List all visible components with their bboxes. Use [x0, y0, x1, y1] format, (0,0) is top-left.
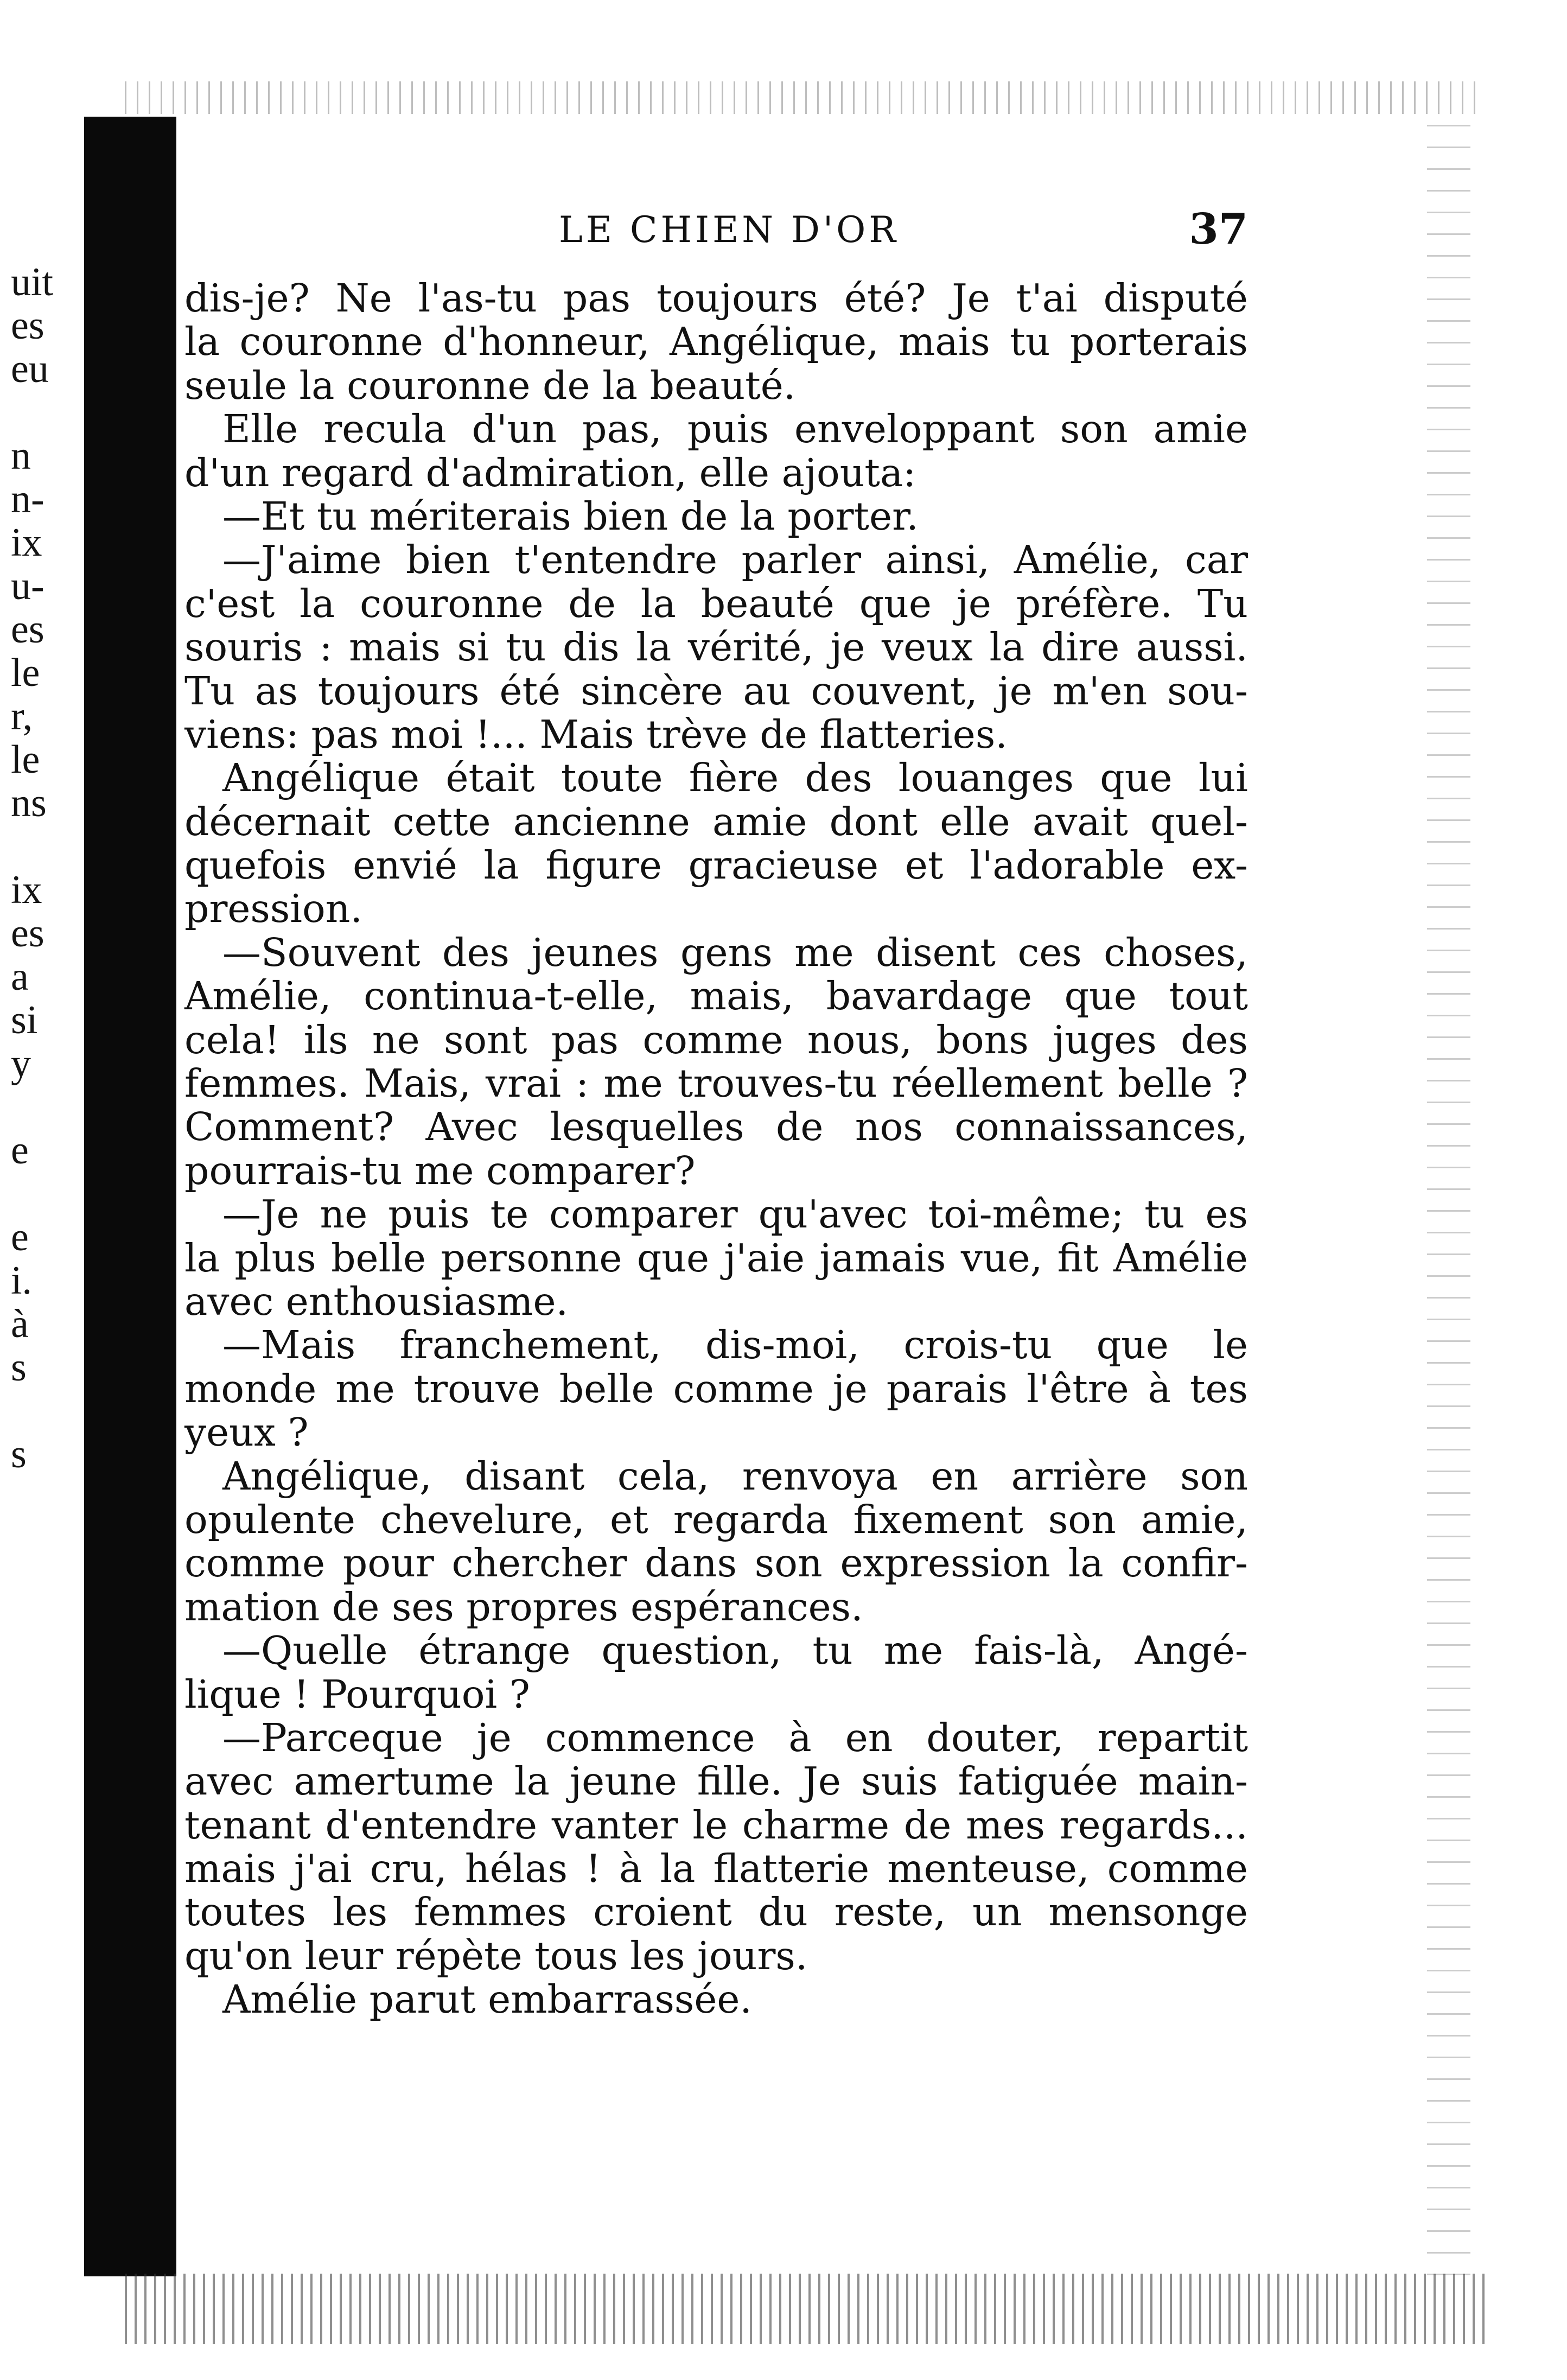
text-line: dis-je? Ne l'as-tu pas toujours été? Je t'ai disputé [184, 276, 1248, 321]
text-line: avec amertume la jeune fille. Je suis fatiguée main- [184, 1759, 1248, 1804]
margin-fragment: s [11, 1432, 27, 1477]
text-line: viens: pas moi !... Mais trève de flatteries. [184, 711, 1008, 757]
margin-fragment: e [11, 1215, 29, 1259]
text-line: c'est la couronne de la beauté que je préfère. Tu [184, 581, 1248, 626]
text-line: monde me trouve belle comme je parais l'être à tes [184, 1366, 1248, 1411]
text-line: opulente chevelure, et regarda fixement son amie, [184, 1497, 1248, 1542]
text-line: comme pour chercher dans son expression la confir- [184, 1541, 1248, 1586]
scan-right-edge [1427, 125, 1470, 2295]
text-line: avec enthousiasme. [184, 1278, 569, 1324]
text-line: yeux ? [184, 1410, 309, 1455]
page-body-text [184, 277, 1248, 2022]
running-title: LE CHIEN D'OR [559, 209, 899, 251]
text-line: Comment? Avec lesquelles de nos connaissances, [184, 1104, 1248, 1150]
margin-fragment: uit [11, 260, 54, 304]
margin-fragment: y [11, 1041, 31, 1086]
text-line: toutes les femmes croient du reste, un mensonge [184, 1889, 1248, 1935]
margin-fragment: le [11, 737, 40, 782]
text-line: Amélie, continua-t-elle, mais, bavardage que tout [184, 973, 1248, 1019]
page-number: 37 [1189, 205, 1248, 254]
margin-fragment: s [11, 1345, 27, 1390]
margin-fragment: es [11, 303, 44, 348]
page-header [184, 205, 1248, 263]
margin-fragment: si [11, 998, 38, 1042]
text-line: quefois envié la figure gracieuse et l'adorable ex- [184, 843, 1248, 888]
text-line: —Quelle étrange question, tu me fais-là, Angé- [222, 1628, 1248, 1673]
text-line: Angélique était toute fière des louanges que lui [222, 755, 1248, 801]
margin-fragment: u- [11, 564, 44, 608]
text-line: la plus belle personne que j'aie jamais vue, fit Amélie [184, 1235, 1248, 1281]
text-line: tenant d'entendre vanter le charme de mes regards... [184, 1802, 1248, 1848]
text-line: Tu as toujours été sincère au couvent, je m'en sou- [184, 668, 1248, 714]
text-line: —Et tu mériterais bien de la porter. [222, 493, 919, 539]
margin-fragment: eu [11, 347, 49, 391]
binding-shadow [84, 117, 176, 2276]
margin-fragment: es [11, 911, 44, 956]
margin-fragment: a [11, 954, 29, 999]
text-line: souris : mais si tu dis la vérité, je veux la dire aussi. [184, 625, 1248, 670]
margin-fragment: ix [11, 520, 42, 565]
margin-fragment: e [11, 1128, 29, 1173]
text-line: mation de ses propres espérances. [184, 1584, 863, 1630]
text-line: Angélique, disant cela, renvoya en arrière son [222, 1453, 1248, 1499]
text-line: Elle recula d'un pas, puis enveloppant son amie [222, 406, 1248, 452]
text-line: cela! ils ne sont pas comme nous, bons juges des [184, 1017, 1248, 1062]
margin-fragment: n [11, 434, 31, 478]
margin-fragment: r, [11, 694, 33, 739]
text-line: d'un regard d'admiration, elle ajouta: [184, 450, 916, 495]
text-line: —Parceque je commence à en douter, repartit [222, 1715, 1248, 1760]
text-line: femmes. Mais, vrai : me trouves-tu réellement belle ? [184, 1061, 1248, 1106]
text-line: lique ! Pourquoi ? [184, 1671, 530, 1717]
text-line: —Je ne puis te comparer qu'avec toi-même; tu es [222, 1192, 1248, 1237]
text-line: décernait cette ancienne amie dont elle avait quel- [184, 799, 1248, 844]
text-line: pression. [184, 886, 363, 932]
margin-fragment: n- [11, 477, 44, 521]
scan-bottom-noise [125, 2274, 1492, 2344]
margin-fragment: à [11, 1302, 29, 1346]
margin-fragment: i. [11, 1258, 33, 1303]
margin-fragment: le [11, 651, 40, 695]
text-line: pourrais-tu me comparer? [184, 1148, 696, 1193]
text-line: —Mais franchement, dis-moi, crois-tu que le [222, 1322, 1248, 1368]
text-line: —Souvent des jeunes gens me disent ces choses, [222, 930, 1248, 975]
margin-fragment: es [11, 607, 44, 652]
margin-fragment: ix [11, 868, 42, 912]
margin-fragment: ns [11, 781, 47, 825]
scan-top-noise [125, 81, 1481, 114]
text-line: Amélie parut embarrassée. [222, 1977, 752, 2022]
text-line: mais j'ai cru, hélas ! à la flatterie menteuse, comme [184, 1846, 1248, 1892]
text-line: —J'aime bien t'entendre parler ainsi, Amélie, car [222, 537, 1248, 583]
text-line: la couronne d'honneur, Angélique, mais tu porterais [184, 319, 1248, 365]
text-line: seule la couronne de la beauté. [184, 362, 796, 408]
text-line: qu'on leur répète tous les jours. [184, 1933, 808, 1978]
